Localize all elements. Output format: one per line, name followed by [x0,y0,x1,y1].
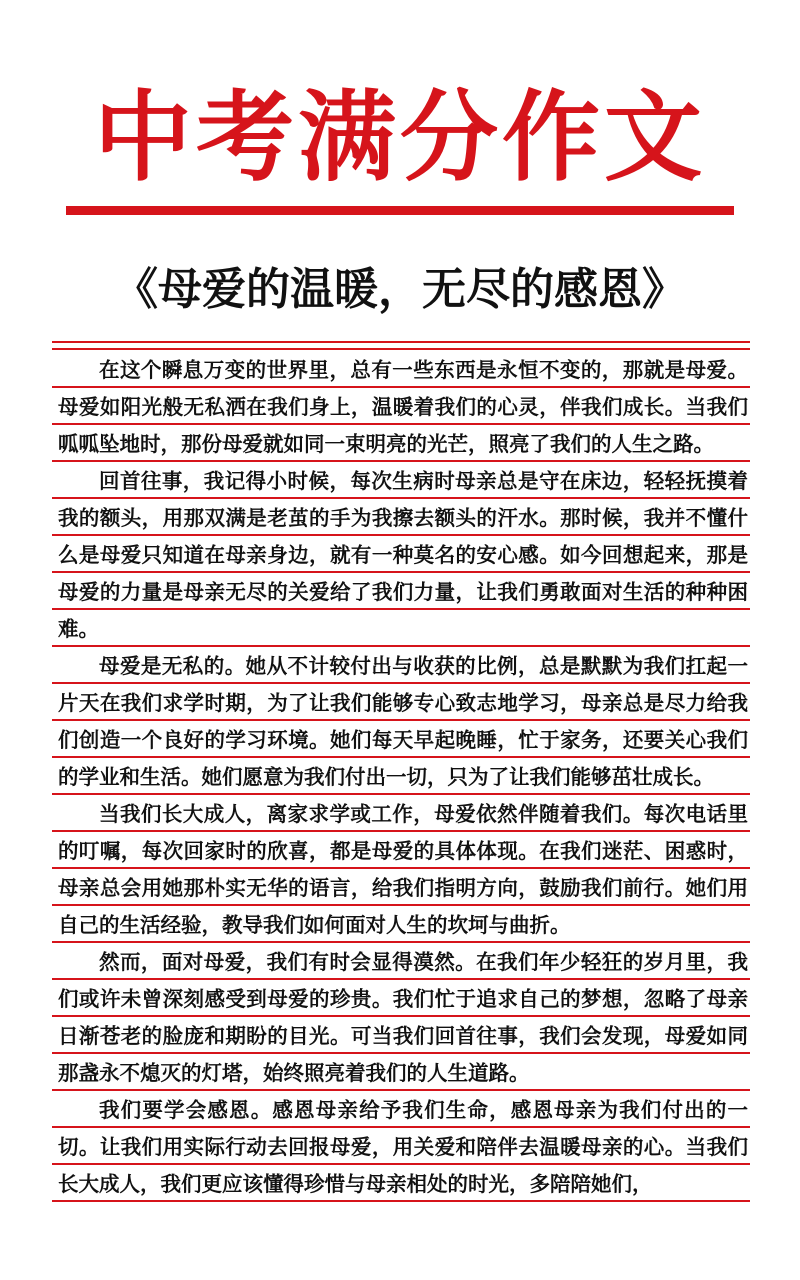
paragraph-2: 回首往事，我记得小时候，每次生病时母亲总是守在床边，轻轻抚摸着我的额头，用那双满是老茧的手为我擦去额头的汗水。那时候，我并不懂什么是母爱只知道在母亲身边，就有一种莫名的安心感。如今回想起来，那是母爱的力量是母亲无尽的关爱给了我们力量，让我们勇敢面对生活的种种困难。 [58,469,748,641]
paragraph-4: 当我们长大成人，离家求学或工作，母爱依然伴随着我们。每次电话里的叮嘱，每次回家时的欣喜，都是母爱的具体体现。在我们迷茫、困惑时，母亲总会用她那朴实无华的语言，给我们指明方向，鼓励我们前行。她们用自己的生活经验，教导我们如何面对人生的坎坷与曲折。 [58,802,748,937]
essay-body [52,352,750,1203]
essay-top-divider-inner [52,348,750,350]
paragraph-6: 我们要学会感恩。感恩母亲给予我们生命，感恩母亲为我们付出的一切。让我们用实际行动去回报母爱，用关爱和陪伴去温暖母亲的心。当我们长大成人，我们更应该懂得珍惜与母亲相处的时光，多陪陪她们， [58,1098,748,1196]
page-title: 中考满分作文 [93,81,706,195]
title-divider [66,206,734,215]
paragraph-1: 在这个瞬息万变的世界里，总有一些东西是永恒不变的，那就是母爱。母爱如阳光般无私洒在我们身上，温暖着我们的心灵，伴我们成长。当我们呱呱坠地时，那份母爱就如同一束明亮的光芒，照亮了我们的人生之路。 [58,358,748,456]
essay-title: 《母爱的温暖，无尽的感恩》 [114,264,686,315]
paragraph-5: 然而，面对母爱，我们有时会显得漠然。在我们年少轻狂的岁月里，我们或许未曾深刻感受到母爱的珍贵。我们忙于追求自己的梦想，忽略了母亲日渐苍老的脸庞和期盼的目光。可当我们回首往事，我们会发现，母爱如同那盏永不熄灭的灯塔，始终照亮着我们的人生道路。 [58,950,748,1085]
paragraph-3: 母爱是无私的。她从不计较付出与收获的比例，总是默默为我们扛起一片天在我们求学时期，为了让我们能够专心致志地学习，母亲总是尽力给我们创造一个良好的学习环境。她们每天早起晚睡，忙于家务，还要关心我们的学业和生活。她们愿意为我们付出一切，只为了让我们能够茁壮成长。 [58,654,748,789]
essay-top-divider [52,341,750,343]
